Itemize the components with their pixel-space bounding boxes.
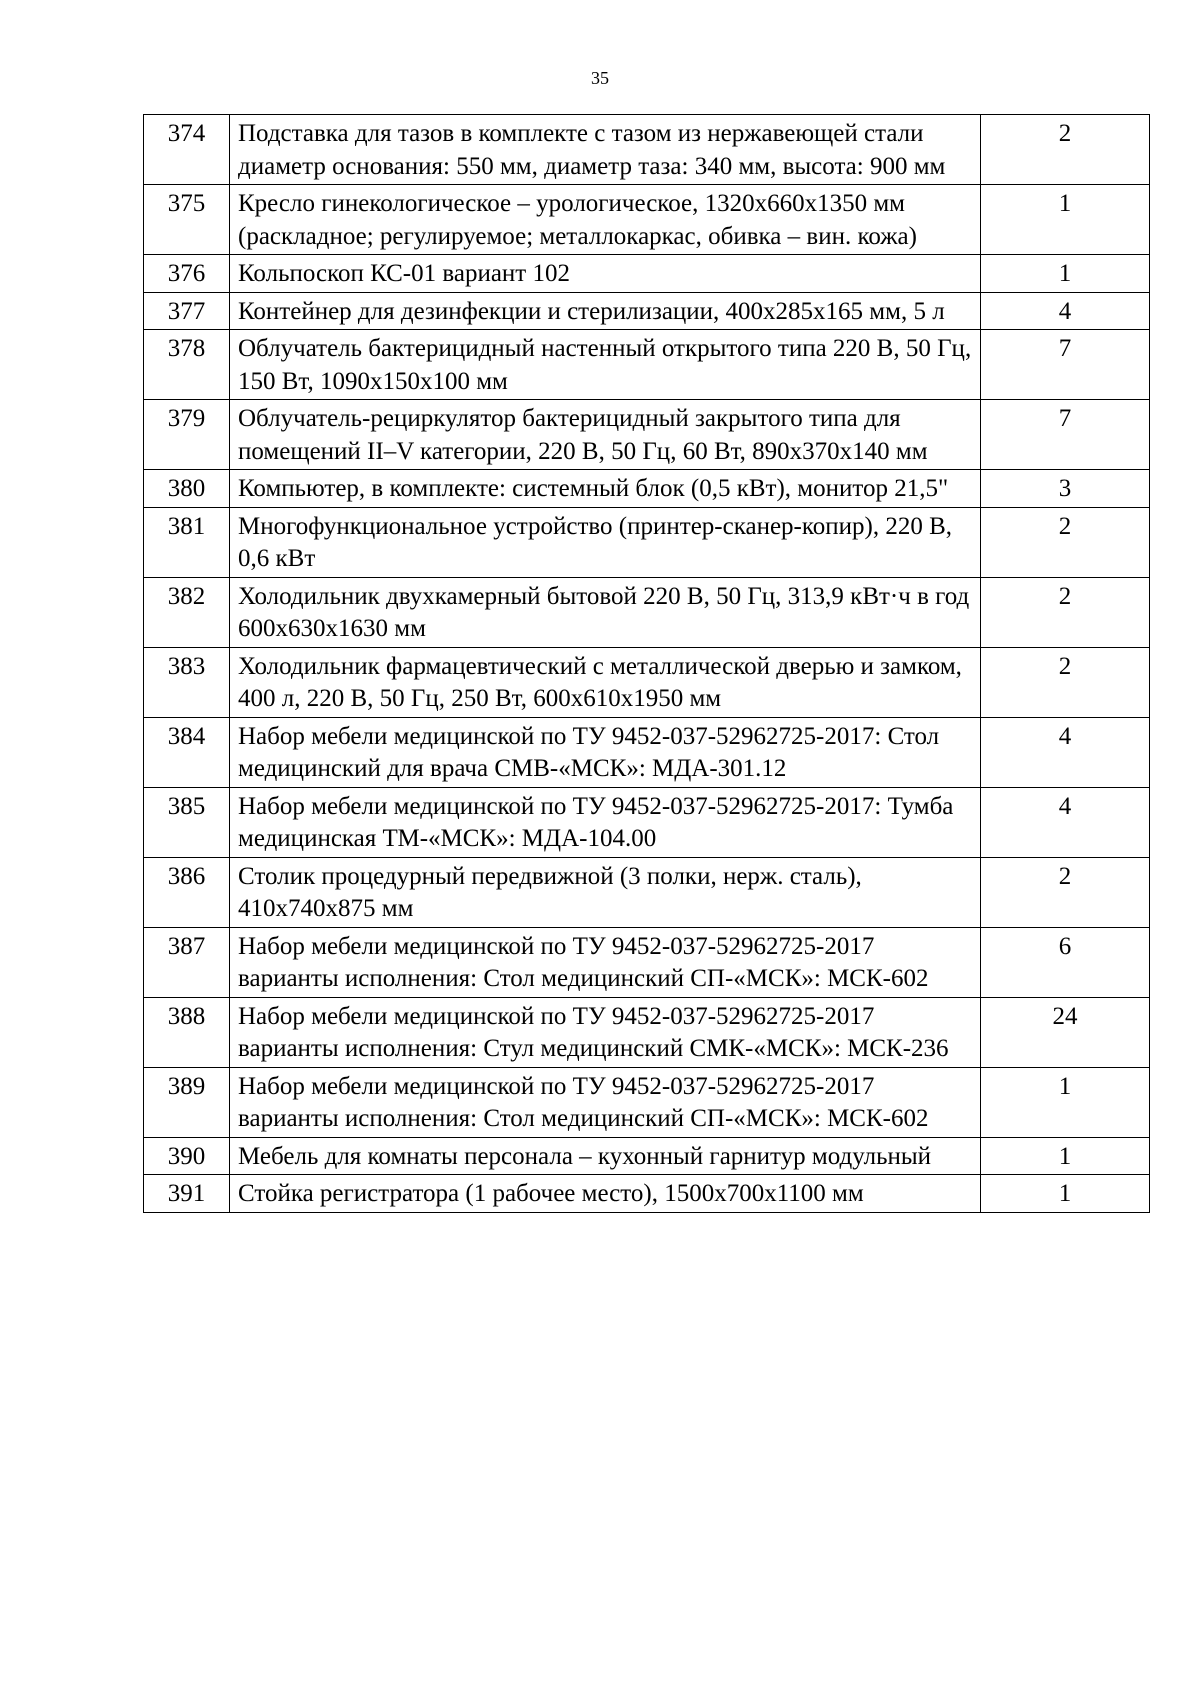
table-row (144, 507, 1150, 577)
item-name: Стойка регистратора (1 рабочее место), 1500х700х1100 мм (230, 1175, 981, 1213)
item-name: Кольпоскоп КС-01 вариант 102 (230, 255, 981, 293)
item-quantity: 2 (981, 857, 1150, 927)
item-quantity: 1 (981, 255, 1150, 293)
page-number: 35 (591, 68, 609, 88)
table-row (144, 1137, 1150, 1175)
table-row (144, 470, 1150, 508)
item-quantity: 2 (981, 577, 1150, 647)
row-number: 386 (144, 857, 230, 927)
table-row (144, 647, 1150, 717)
row-number: 383 (144, 647, 230, 717)
table-row (144, 927, 1150, 997)
row-number: 374 (144, 115, 230, 185)
row-number: 384 (144, 717, 230, 787)
table-row (144, 330, 1150, 400)
item-quantity: 2 (981, 507, 1150, 577)
row-number: 391 (144, 1175, 230, 1213)
item-quantity: 1 (981, 1175, 1150, 1213)
row-number: 388 (144, 997, 230, 1067)
table-row (144, 400, 1150, 470)
item-quantity: 1 (981, 1067, 1150, 1137)
table-row (144, 292, 1150, 330)
table-row (144, 857, 1150, 927)
item-name: Подставка для тазов в комплекте с тазом из нержавеющей стали диаметр основания: 550 мм, диаметр таза: 340 мм, высота: 900 мм (230, 115, 981, 185)
item-name: Набор мебели медицинской по ТУ 9452-037-52962725-2017: Стол медицинский для врача СМВ-«МСК»: МДА-301.12 (230, 717, 981, 787)
item-quantity: 1 (981, 185, 1150, 255)
row-number: 385 (144, 787, 230, 857)
item-quantity: 6 (981, 927, 1150, 997)
table-row (144, 185, 1150, 255)
row-number: 377 (144, 292, 230, 330)
item-name: Многофункциональное устройство (принтер-сканер-копир), 220 В, 0,6 кВт (230, 507, 981, 577)
row-number: 389 (144, 1067, 230, 1137)
row-number: 375 (144, 185, 230, 255)
equipment-table (143, 114, 1150, 1213)
item-name: Облучатель бактерицидный настенный открытого типа 220 В, 50 Гц, 150 Вт, 1090х150х100 мм (230, 330, 981, 400)
item-quantity: 3 (981, 470, 1150, 508)
item-quantity: 7 (981, 330, 1150, 400)
item-name: Набор мебели медицинской по ТУ 9452-037-52962725-2017 варианты исполнения: Стол медицинский СП-«МСК»: МСК-602 (230, 927, 981, 997)
table-row (144, 997, 1150, 1067)
item-name: Холодильник фармацевтический с металлической дверью и замком, 400 л, 220 В, 50 Гц, 250 Вт, 600х610х1950 мм (230, 647, 981, 717)
item-name: Кресло гинекологическое – урологическое, 1320х660х1350 мм (раскладное; регулируемое; металлокаркас, обивка – вин. кожа) (230, 185, 981, 255)
item-name: Набор мебели медицинской по ТУ 9452-037-52962725-2017: Тумба медицинская ТМ-«МСК»: МДА-104.00 (230, 787, 981, 857)
table-row (144, 255, 1150, 293)
row-number: 390 (144, 1137, 230, 1175)
item-name: Столик процедурный передвижной (3 полки, нерж. сталь), 410х740х875 мм (230, 857, 981, 927)
table-row (144, 717, 1150, 787)
row-number: 378 (144, 330, 230, 400)
item-quantity: 4 (981, 717, 1150, 787)
item-name: Набор мебели медицинской по ТУ 9452-037-52962725-2017 варианты исполнения: Стол медицинский СП-«МСК»: МСК-602 (230, 1067, 981, 1137)
row-number: 387 (144, 927, 230, 997)
item-name: Облучатель-рециркулятор бактерицидный закрытого типа для помещений II–V категории, 220 В, 50 Гц, 60 Вт, 890х370х140 мм (230, 400, 981, 470)
item-quantity: 7 (981, 400, 1150, 470)
item-quantity: 1 (981, 1137, 1150, 1175)
table-row (144, 577, 1150, 647)
item-quantity: 4 (981, 292, 1150, 330)
item-name: Холодильник двухкамерный бытовой 220 В, 50 Гц, 313,9 кВт·ч в год 600х630х1630 мм (230, 577, 981, 647)
item-quantity: 2 (981, 115, 1150, 185)
row-number: 382 (144, 577, 230, 647)
item-quantity: 24 (981, 997, 1150, 1067)
row-number: 380 (144, 470, 230, 508)
table-row (144, 1175, 1150, 1213)
item-quantity: 4 (981, 787, 1150, 857)
row-number: 379 (144, 400, 230, 470)
item-name: Мебель для комнаты персонала – кухонный гарнитур модульный (230, 1137, 981, 1175)
table-row (144, 787, 1150, 857)
item-name: Набор мебели медицинской по ТУ 9452-037-52962725-2017 варианты исполнения: Стул медицинский СМК-«МСК»: МСК-236 (230, 997, 981, 1067)
item-name: Компьютер, в комплекте: системный блок (0,5 кВт), монитор 21,5" (230, 470, 981, 508)
item-name: Контейнер для дезинфекции и стерилизации, 400х285х165 мм, 5 л (230, 292, 981, 330)
row-number: 376 (144, 255, 230, 293)
row-number: 381 (144, 507, 230, 577)
table-row (144, 1067, 1150, 1137)
item-quantity: 2 (981, 647, 1150, 717)
table-row (144, 115, 1150, 185)
